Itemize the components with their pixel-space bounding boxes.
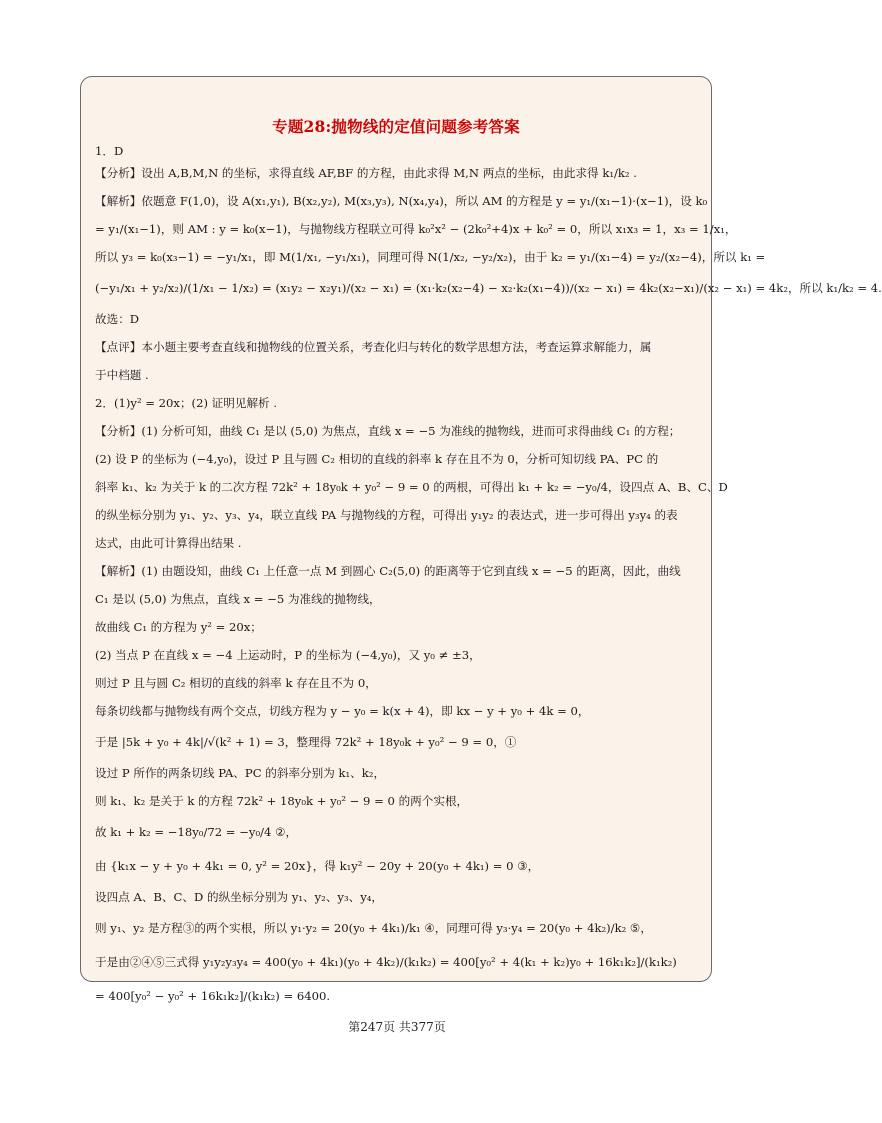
answer-2-solution-line xyxy=(95,759,697,787)
answer-2-analysis xyxy=(95,445,697,473)
text-line: 则 y₁、y₂ 是方程③的两个实根，所以 y₁·y₂ = 20(y₀ + 4k₁)/k₁ ④，同理可得 y₃·y₄ = 20(y₀ + 4k₂)/k₂ ⑤， xyxy=(95,921,652,935)
answer-2-solution-line xyxy=(95,585,697,613)
text-line: 【解析】依题意 F(1,0)，设 A(x₁,y₁), B(x₂,y₂), M(x₃,y₃), N(x₄,y₄)，所以 AM 的方程是 y = y₁/(x₁−1)·(x−1)，设 k₀ xyxy=(95,194,708,208)
answer-2-solution-line xyxy=(95,911,697,945)
answer-1-choice xyxy=(95,305,697,333)
answer-1-label xyxy=(95,143,697,159)
page-number: 第247页 共377页 xyxy=(348,1020,446,1034)
text-line: 【点评】本小题主要考查直线和抛物线的位置关系，考查化归与转化的数学思想方法，考查运算求解能力，属 xyxy=(95,340,652,354)
text-line: 于中档题 . xyxy=(95,368,149,382)
answer-2-solution-line xyxy=(95,613,697,641)
text-line: = 400[y₀² − y₀² + 16k₁k₂]/(k₁k₂) = 6400. xyxy=(95,989,331,1003)
answer-2-solution-line xyxy=(95,979,697,1013)
answer-1-solution-line xyxy=(95,187,708,215)
answer-1-solution-line xyxy=(95,271,882,305)
answer-1-solution-line xyxy=(95,243,766,271)
text-line: 由 {k₁x − y + y₀ + 4k₁ = 0, y² = 20x}，得 k₁y² − 20y + 20(y₀ + 4k₁) = 0 ③， xyxy=(95,859,540,873)
text-line: 故 k₁ + k₂ = −18y₀/72 = −y₀/4 ②， xyxy=(95,825,298,839)
text-line: 【分析】(1) 分析可知，曲线 C₁ 是以 (5,0) 为焦点，直线 x = −5 为准线的抛物线，进而可求得曲线 C₁ 的方程； xyxy=(95,424,681,438)
answer-2-solution-line xyxy=(95,641,697,669)
answer-2-analysis xyxy=(95,501,697,529)
answer-2-solution-line xyxy=(95,697,697,725)
text-line: 的纵坐标分别为 y₁、y₂、y₃、y₄，联立直线 PA 与抛物线的方程，可得出 y₁y₂ 的表达式，进一步可得出 y₃y₄ 的表 xyxy=(95,508,678,522)
text-line: 则过 P 且与圆 C₂ 相切的直线的斜率 k 存在且不为 0， xyxy=(95,676,377,690)
answer-2-solution-line xyxy=(95,669,697,697)
answer-1-solution-line xyxy=(95,215,737,243)
text-line: 【分析】设出 A,B,M,N 的坐标，求得直线 AF,BF 的方程，由此求得 M,N 两点的坐标，由此求得 k₁/k₂ . xyxy=(95,166,637,180)
text-line: 1．D xyxy=(95,144,124,158)
text-line: 设过 P 所作的两条切线 PA、PC 的斜率分别为 k₁、k₂， xyxy=(95,766,386,780)
answer-2-solution-line xyxy=(95,883,697,911)
answer-2-solution-line xyxy=(95,725,697,759)
answer-1-comment xyxy=(95,333,697,361)
text-line: = y₁/(x₁−1)，则 AM : y = k₀(x−1)，与抛物线方程联立可得 k₀²x² − (2k₀²+4)x + k₀² = 0，所以 x₁x₃ = 1，x₃ = 1/x₁， xyxy=(95,222,737,236)
answer-2-solution-line xyxy=(95,815,697,849)
answer-1-analysis xyxy=(95,159,697,187)
answer-2-solution-line xyxy=(95,945,697,979)
answer-2-solution-line xyxy=(95,557,697,585)
answer-2-analysis xyxy=(95,473,728,501)
text-line: C₁ 是以 (5,0) 为焦点，直线 x = −5 为准线的抛物线， xyxy=(95,592,381,606)
text-line: 所以 y₃ = k₀(x₃−1) = −y₁/x₁，即 M(1/x₁, −y₁/x₁)，同理可得 N(1/x₂, −y₂/x₂)，由于 k₂ = y₁/(x₁−4) = y₂/(x₂−4)，所以 k₁ = xyxy=(95,250,766,264)
answer-2-analysis xyxy=(95,529,697,557)
answer-2-label xyxy=(95,389,697,417)
answer-2-solution-line xyxy=(95,787,697,815)
text-line: 于是 |5k + y₀ + 4k|/√(k² + 1) = 3，整理得 72k² + 18y₀k + y₀² − 9 = 0，① xyxy=(95,735,517,749)
text-line: (2) 设 P 的坐标为 (−4,y₀)，设过 P 且与圆 C₂ 相切的直线的斜率 k 存在且不为 0，分析可知切线 PA、PC 的 xyxy=(95,452,659,466)
text-line: 故选：D xyxy=(95,312,140,326)
answer-2-solution-line xyxy=(95,849,697,883)
text-line: 故曲线 C₁ 的方程为 y² = 20x； xyxy=(95,620,262,634)
answer-card xyxy=(80,76,882,1003)
text-line: 2．(1)y² = 20x；(2) 证明见解析 . xyxy=(95,396,278,410)
text-line: 【解析】(1) 由题设知，曲线 C₁ 上任意一点 M 到圆心 C₂(5,0) 的距离等于它到直线 x = −5 的距离，因此，曲线 xyxy=(95,564,681,578)
text-line: 斜率 k₁、k₂ 为关于 k 的二次方程 72k² + 18y₀k + y₀² − 9 = 0 的两根，可得出 k₁ + k₂ = −y₀/4，设四点 A、B、C、D xyxy=(95,480,728,494)
text-line: 每条切线都与抛物线有两个交点，切线方程为 y − y₀ = k(x + 4)，即 kx − y + y₀ + 4k = 0， xyxy=(95,704,590,718)
text-line: 于是由②④⑤三式得 y₁y₂y₃y₄ = 400(y₀ + 4k₁)(y₀ + 4k₂)/(k₁k₂) = 400[y₀² + 4(k₁ + k₂)y₀ + 16k₁k₂]/(k₁k₂) xyxy=(95,955,677,969)
text-line: (−y₁/x₁ + y₂/x₂)/(1/x₁ − 1/x₂) = (x₁y₂ − x₂y₁)/(x₂ − x₁) = (x₁·k₂(x₂−4) − x₂·k₂(x₁−4))/(x₂ − x₁) = 4k₂(x₂−x₁)/(x₂ − x₁) = 4k₂，所以 k₁/k₂ = 4. xyxy=(95,281,882,295)
answer-1-comment xyxy=(95,361,697,389)
text-line: 达式，由此可计算得出结果 . xyxy=(95,536,242,550)
text-line: 则 k₁、k₂ 是关于 k 的方程 72k² + 18y₀k + y₀² − 9 = 0 的两个实根， xyxy=(95,794,469,808)
text-line: (2) 当点 P 在直线 x = −4 上运动时，P 的坐标为 (−4,y₀)，又 y₀ ≠ ±3， xyxy=(95,648,481,662)
answer-2-analysis xyxy=(95,417,697,445)
page-title: 专题28:抛物线的定值问题参考答案 xyxy=(272,117,520,136)
text-line: 设四点 A、B、C、D 的纵坐标分别为 y₁、y₂、y₃、y₄， xyxy=(95,890,383,904)
